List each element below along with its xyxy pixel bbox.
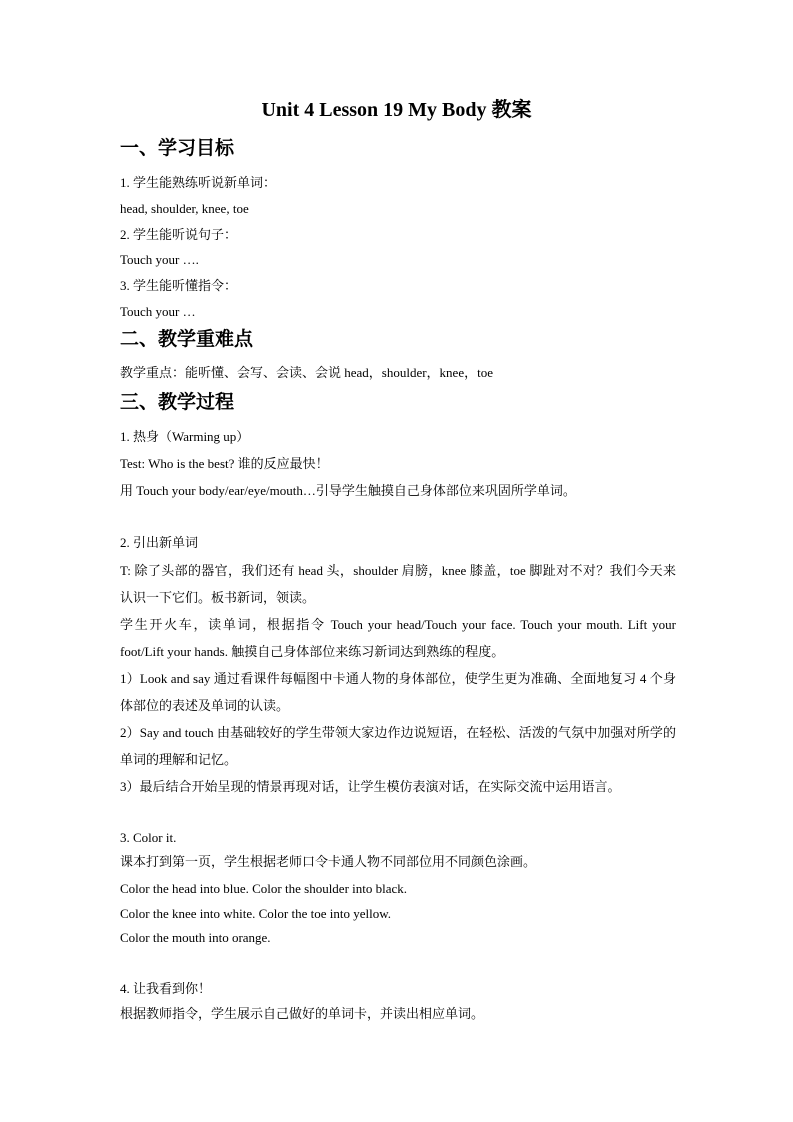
step-paragraph: 学生开火车，读单词，根据指令 Touch your head/Touch your face. Touch your mouth. Lift your foot/Lift your hands. 触摸自己身体部位来练习新词达到熟练的程度。 [120, 617, 676, 659]
step-line: Color the knee into white. Color the toe into yellow. [120, 906, 392, 921]
section-heading-teaching-process: 三、教学过程 [120, 392, 235, 413]
section-heading-key-points: 二、教学重难点 [120, 329, 254, 350]
objective-item: 1. 学生能熟练听说新单词： [120, 175, 277, 190]
document-title: Unit 4 Lesson 19 My Body 教案 [261, 99, 532, 121]
key-points-text: 教学重点：能听懂、会写、会读、会说 head，shoulder，knee，toe [120, 365, 493, 380]
step-line: Color the mouth into orange. [120, 930, 271, 945]
step-paragraph: 3）最后结合开始呈现的情景再现对话，让学生模仿表演对话，在实际交流中运用语言。 [120, 779, 621, 794]
objective-item: Touch your … [120, 304, 196, 319]
objective-item: head, shoulder, knee, toe [120, 201, 249, 216]
step-line: Test: Who is the best? 谁的反应最快！ [120, 456, 329, 471]
step-title: 3. Color it. [120, 830, 177, 845]
section-heading-learning-objectives: 一、学习目标 [120, 138, 235, 159]
step-title: 4. 让我看到你！ [120, 981, 212, 996]
step-paragraph: 2）Say and touch 由基础较好的学生带领大家边作边说短语，在轻松、活泼的气氛中加强对所学的单词的理解和记忆。 [120, 725, 676, 767]
step-line: 根据教师指令，学生展示自己做好的单词卡，并读出相应单词。 [120, 1006, 485, 1021]
step-paragraph: T: 除了头部的器官，我们还有 head 头，shoulder 肩膀，knee 膝盖，toe 脚趾对不对？我们今天来认识一下它们。板书新词，领读。 [120, 563, 676, 605]
objective-item: 2. 学生能听说句子： [120, 227, 238, 242]
step-line: 课本打到第一页，学生根据老师口令卡通人物不同部位用不同颜色涂画。 [120, 854, 537, 869]
objective-item: Touch your …. [120, 252, 199, 267]
step-paragraph: 1）Look and say 通过看课件每幅图中卡通人物的身体部位，使学生更为准确、全面地复习 4 个身体部位的表述及单词的认读。 [120, 671, 676, 713]
step-title: 2. 引出新单词 [120, 535, 199, 550]
step-line: Color the head into blue. Color the shoulder into black. [120, 881, 408, 896]
step-line: 用 Touch your body/ear/eye/mouth…引导学生触摸自己身体部位来巩固所学单词。 [120, 483, 576, 498]
objective-item: 3. 学生能听懂指令： [120, 278, 238, 293]
step-title: 1. 热身（Warming up） [120, 429, 250, 444]
